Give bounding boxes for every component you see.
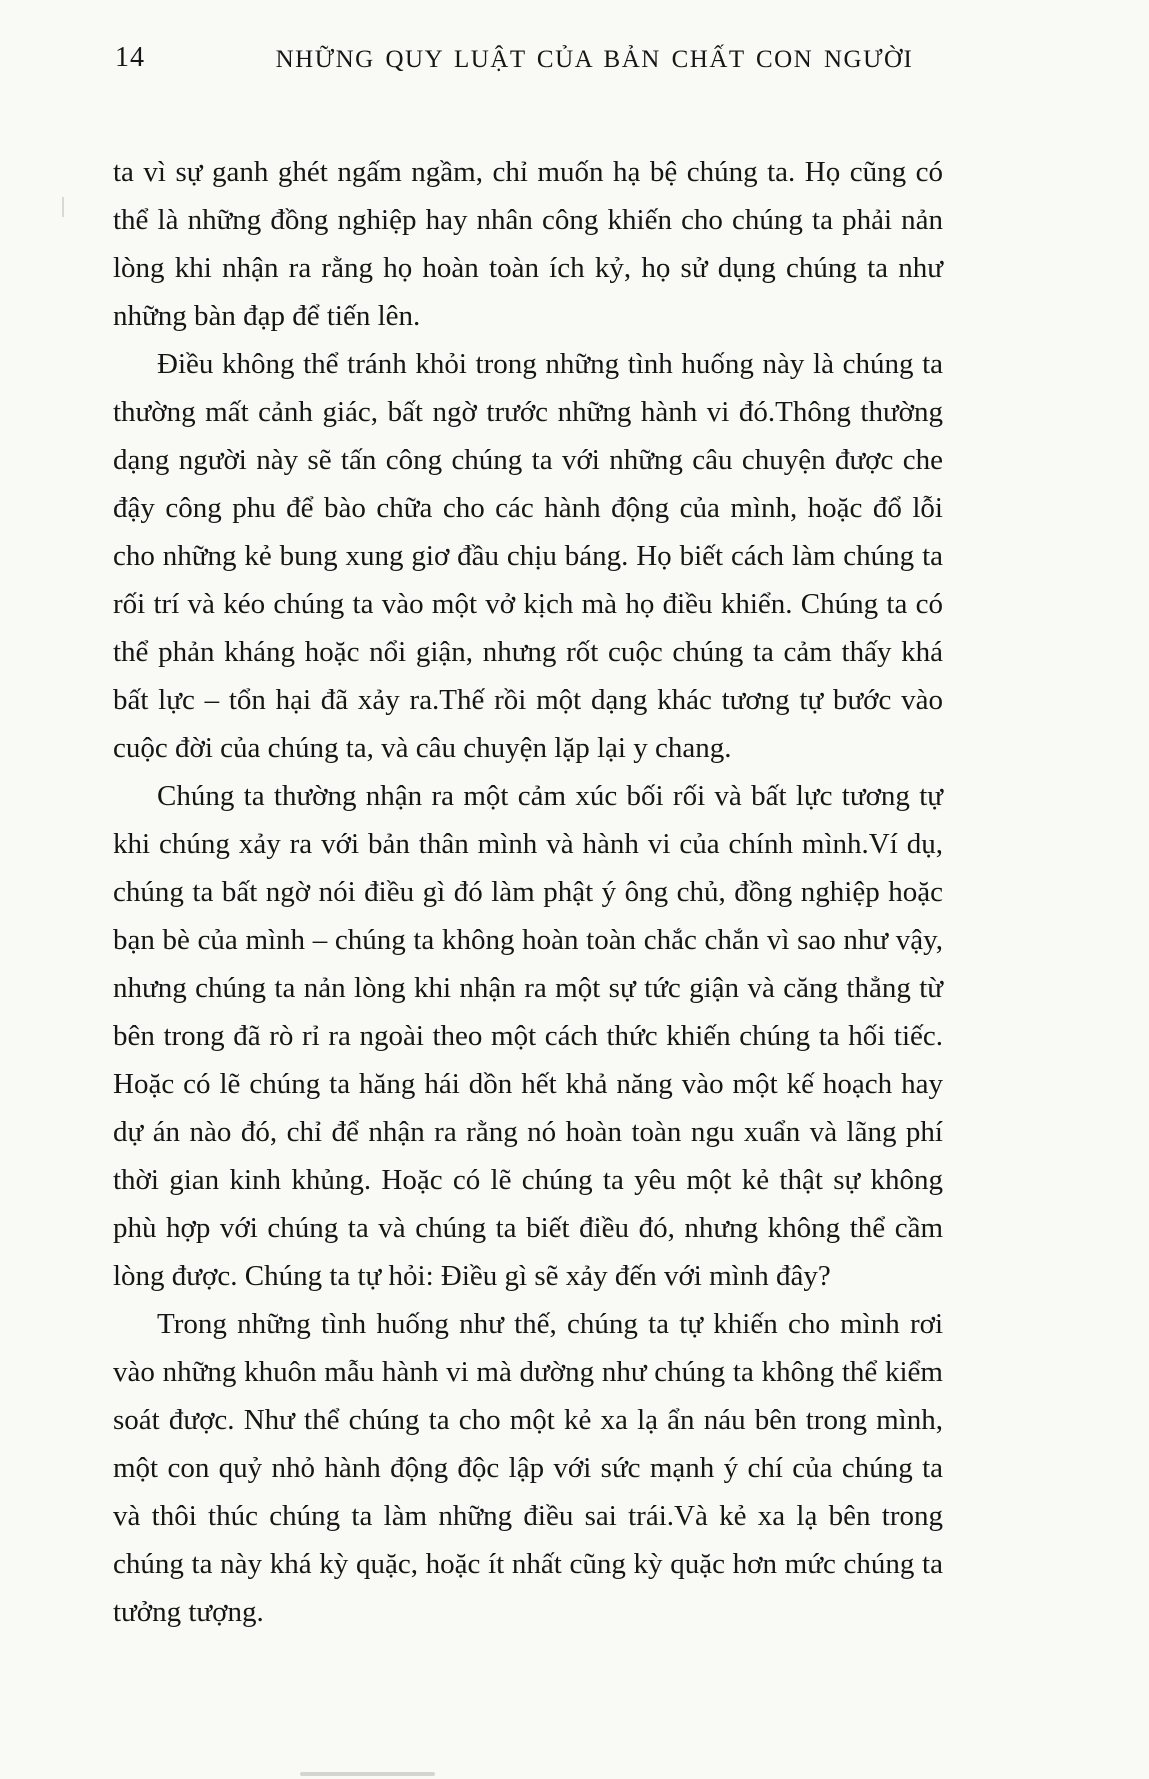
paragraph: Chúng ta thường nhận ra một cảm xúc bối rối và bất lực tương tự khi chúng xảy ra với bản thân mình và hành vi của chính mình.Ví dụ, chúng ta bất ngờ nói điều gì đó làm phật ý ông chủ, đồng nghiệp hoặc bạn bè của mình – chúng ta không hoàn toàn chắc chắn vì sao như vậy, nhưng chúng ta nản lòng khi nhận ra một sự tức giận và căng thẳng từ bên trong đã rò rỉ ra ngoài theo một cách thức khiến chúng ta hối tiếc. Hoặc có lẽ chúng ta hăng hái dồn hết khả năng vào một kế hoạch hay dự án nào đó, chỉ để nhận ra rằng nó hoàn toàn ngu xuẩn và lãng phí thời gian kinh khủng. Hoặc có lẽ chúng ta yêu một kẻ thật sự không phù hợp với chúng ta và chúng ta biết điều đó, nhưng không thể cầm lòng được. Chúng ta tự hỏi: Điều gì sẽ xảy đến với mình đây?	[113, 780, 943, 1292]
running-title: NHỮNG QUY LUẬT CỦA BẢN CHẤT CON NGƯỜI	[275, 46, 914, 73]
page-number: 14	[115, 42, 145, 73]
scan-artifact	[62, 197, 64, 217]
paragraph: Điều không thể tránh khỏi trong những tình huống này là chúng ta thường mất cảnh giác, bất ngờ trước những hành vi đó.Thông thường dạng người này sẽ tấn công chúng ta với những câu chuyện được che đậy công phu để bào chữa cho các hành động của mình, hoặc đổ lỗi cho những kẻ bung xung giơ đầu chịu báng. Họ biết cách làm chúng ta rối trí và kéo chúng ta vào một vở kịch mà họ điều khiển. Chúng ta có thể phản kháng hoặc nổi giận, nhưng rốt cuộc chúng ta cảm thấy khá bất lực – tổn hại đã xảy ra.Thế rồi một dạng khác tương tự bước vào cuộc đời của chúng ta, và câu chuyện lặp lại y chang.	[113, 348, 943, 764]
page-header	[0, 0, 1149, 96]
scan-artifact	[300, 1772, 435, 1776]
paragraph: Trong những tình huống như thế, chúng ta tự khiến cho mình rơi vào những khuôn mẫu hành vi mà dường như chúng ta không thể kiểm soát được. Như thể chúng ta cho một kẻ xa lạ ẩn náu bên trong mình, một con quỷ nhỏ hành động độc lập với sức mạnh ý chí của chúng ta và thôi thúc chúng ta làm những điều sai trái.Và kẻ xa lạ bên trong chúng ta này khá kỳ quặc, hoặc ít nhất cũng kỳ quặc hơn mức chúng ta tưởng tượng.	[113, 1308, 943, 1628]
body-text	[113, 148, 943, 1636]
paragraph: ta vì sự ganh ghét ngấm ngầm, chỉ muốn hạ bệ chúng ta. Họ cũng có thể là những đồng nghiệp hay nhân công khiến cho chúng ta phải nản lòng khi nhận ra rằng họ hoàn toàn ích kỷ, họ sử dụng chúng ta như những bàn đạp để tiến lên.	[113, 156, 943, 332]
